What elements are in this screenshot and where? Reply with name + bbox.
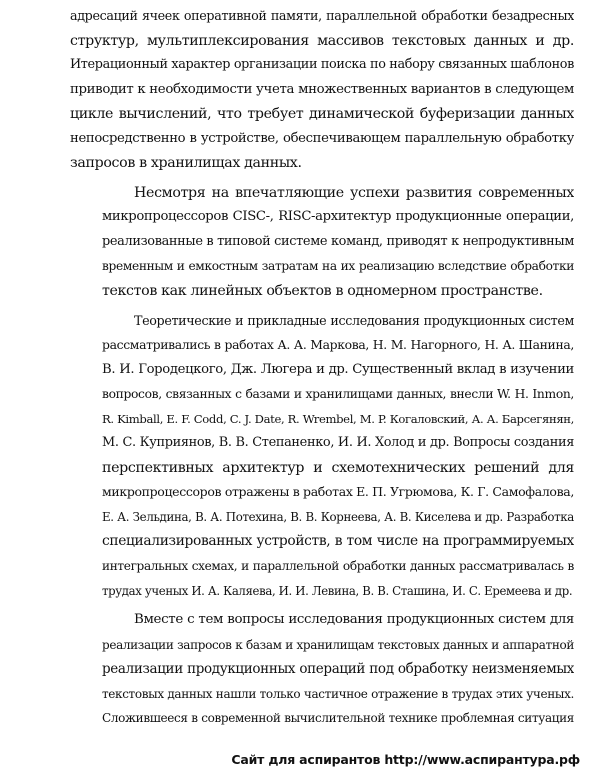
text-line: приводит к необходимости учета множественных вариантов в следующем (70, 81, 574, 97)
text-line: рассматривались в работах А. А. Маркова, Н. М. Нагорного, Н. А. Шанина, (102, 337, 574, 353)
text-line: текстов как линейных объектов в одномерном пространстве. (102, 283, 543, 300)
paragraph-2 (70, 181, 574, 304)
text-line: специализированных устройств, в том числе на программируемых (102, 533, 574, 550)
text-line: реализованные в типовой системе команд, приводят к непродуктивным (102, 233, 574, 249)
text-line: Е. А. Зельдина, В. А. Потехина, В. В. Корнеева, А. В. Киселева и др. Разработка (102, 509, 574, 524)
text-line: Вместе с тем вопросы исследования продукционных систем для (134, 612, 574, 628)
text-line: перспективных архитектур и схемотехнических решений для (102, 459, 574, 476)
text-line: Несмотря на впечатляющие успехи развития современных (134, 184, 574, 201)
text-line: В. И. Городецкого, Дж. Люгера и др. Существенный вклад в изучении (102, 361, 574, 377)
text-line: временным и емкостным затратам на их реализацию вследствие обработки (102, 259, 574, 274)
document-body (70, 4, 574, 731)
text-line: реализации продукционных операций под обработку неизменяемых (102, 661, 574, 678)
text-line: трудах ученых И. А. Каляева, И. И. Левина, В. В. Сташина, И. С. Еремеева и др. (102, 583, 573, 598)
text-line: интегральных схемах, и параллельной обработки данных рассматривалась в (102, 559, 574, 574)
paragraph-4 (70, 608, 574, 731)
text-line: запросов в хранилищах данных. (70, 155, 302, 172)
text-line: адресаций ячеек оперативной памяти, параллельной обработки безадресных (70, 8, 574, 23)
text-line: текстовых данных нашли только частичное отражение в трудах этих ученых. (102, 686, 574, 701)
text-line: реализации запросов к базам и хранилищам текстовых данных и аппаратной (102, 637, 574, 652)
text-line: микропроцессоров CISC-, RISC-архитектур продукционные операции, (102, 209, 574, 225)
text-line: Сложившееся в современной вычислительной технике проблемная ситуация (102, 711, 574, 726)
text-line: Теоретические и прикладные исследования продукционных систем (134, 312, 574, 328)
site-footer: Сайт для аспирантов http://www.аспирантура.рф (231, 752, 580, 767)
text-line: R. Kimball, E. F. Codd, C. J. Date, R. Wrembel, M. P. Когаловский, А. А. Барсегянян, (102, 411, 574, 426)
text-line: микропроцессоров отражены в работах Е. П. Угрюмова, К. Г. Самофалова, (102, 484, 574, 500)
text-line: структур, мультиплексирования массивов текстовых данных и др. (70, 32, 574, 49)
text-line: цикле вычислений, что требует динамической буферизации данных (70, 106, 574, 123)
text-line: Итерационный характер организации поиска по набору связанных шаблонов (70, 57, 574, 73)
text-line: М. С. Куприянов, В. В. Степаненко, И. И. Холод и др. Вопросы создания (102, 435, 574, 451)
paragraph-1 (70, 4, 574, 176)
text-line: вопросов, связанных с базами и хранилищами данных, внесли W. H. Inmon, (102, 387, 574, 402)
paragraph-3 (70, 309, 574, 604)
text-line: непосредственно в устройстве, обеспечивающем параллельную обработку (70, 130, 574, 146)
